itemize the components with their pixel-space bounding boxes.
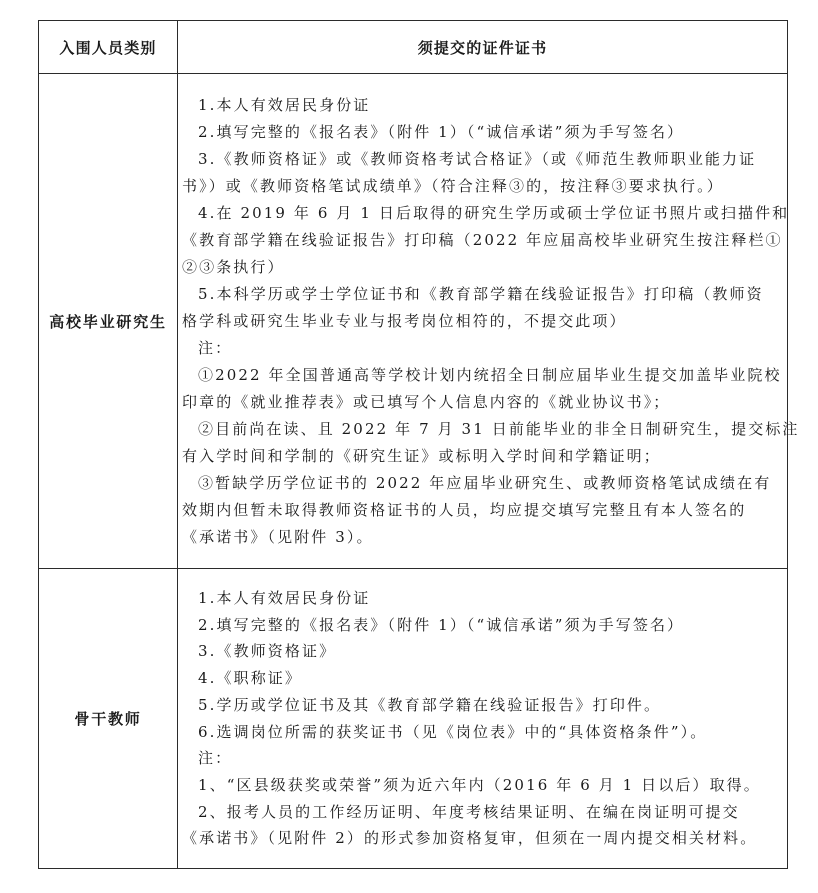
requirement-item bbox=[182, 665, 787, 692]
requirement-item bbox=[182, 745, 787, 772]
table-row bbox=[39, 74, 788, 569]
requirement-item bbox=[182, 416, 800, 470]
header-category: 入围人员类别 bbox=[39, 21, 178, 74]
requirement-item bbox=[182, 146, 787, 200]
requirement-line: 书》）或《教师资格笔试成绩单》（符合注释③的，按注释③要求执行。） bbox=[182, 176, 724, 195]
requirement-line: 格学科或研究生毕业专业与报考岗位相符的，不提交此项） bbox=[182, 311, 627, 330]
requirement-line: 1.本人有效居民身份证 bbox=[198, 95, 371, 114]
requirement-line: 2、报考人员的工作经历证明、年度考核结果证明、在编在岗证明可提交 bbox=[198, 802, 740, 821]
requirement-item bbox=[182, 362, 787, 416]
requirement-line: 有入学时间和学制的《研究生证》或标明入学时间和学籍证明； bbox=[182, 446, 661, 465]
requirement-line: 《承诺书》（见附件 2）的形式参加资格复审，但须在一周内提交相关材料。 bbox=[182, 829, 758, 848]
requirement-line: 6.选调岗位所需的获奖证书（见《岗位表》中的“具体资格条件”）。 bbox=[198, 722, 708, 741]
requirement-line: 《承诺书》（见附件 3）。 bbox=[182, 527, 374, 546]
requirement-line: 《教育部学籍在线验证报告》打印稿（2022 年应届高校毕业研究生按注释栏① bbox=[182, 230, 783, 249]
table-row bbox=[39, 569, 788, 869]
requirement-line: 5.本科学历或学士学位证书和《教育部学籍在线验证报告》打印稿（教师资 bbox=[198, 284, 764, 303]
requirement-item bbox=[182, 92, 787, 119]
requirement-line: ②③条执行） bbox=[182, 257, 285, 276]
requirement-item bbox=[182, 585, 787, 612]
requirement-line: ①2022 年全国普通高等学校计划内统招全日制应届毕业生提交加盖毕业院校 bbox=[198, 365, 782, 384]
requirement-line: 1、“区县级获奖或荣誉”须为近六年内（2016 年 6 月 1 日以后）取得。 bbox=[198, 775, 761, 794]
requirement-line: 注： bbox=[198, 338, 233, 357]
requirement-line: 印章的《就业推荐表》或已填写个人信息内容的《就业协议书》； bbox=[182, 392, 671, 411]
category-label: 高校毕业研究生 bbox=[49, 312, 167, 331]
requirement-line: 1.本人有效居民身份证 bbox=[198, 589, 371, 608]
requirement-item bbox=[182, 799, 787, 852]
requirement-item bbox=[182, 719, 787, 746]
header-documents: 须提交的证件证书 bbox=[178, 21, 788, 74]
requirement-line: 4.《职称证》 bbox=[198, 669, 303, 688]
requirement-line: 2.填写完整的《报名表》（附件 1）（“诚信承诺”须为手写签名） bbox=[198, 615, 685, 634]
requirement-item bbox=[182, 638, 787, 665]
requirement-line: 2.填写完整的《报名表》（附件 1）（“诚信承诺”须为手写签名） bbox=[198, 122, 685, 141]
documents-cell bbox=[178, 569, 788, 869]
requirement-line: ②目前尚在读、且 2022 年 7 月 31 日前能毕业的非全日制研究生，提交标注 bbox=[198, 419, 800, 438]
requirement-line: 3.《教师资格证》或《教师资格考试合格证》（或《师范生教师职业能力证 bbox=[198, 149, 757, 168]
requirement-line: 4.在 2019 年 6 月 1 日后取得的研究生学历或硕士学位证书照片或扫描件和 bbox=[198, 203, 790, 222]
category-cell bbox=[39, 74, 178, 569]
requirement-line: 3.《教师资格证》 bbox=[198, 642, 337, 661]
requirement-item bbox=[182, 470, 787, 551]
requirement-line: ③暂缺学历学位证书的 2022 年应届毕业研究生、或教师资格笔试成绩在有 bbox=[198, 473, 772, 492]
requirement-line: 效期内但暂未取得教师资格证书的人员，均应提交填写完整且有本人签名的 bbox=[182, 500, 747, 519]
table-body bbox=[39, 74, 800, 869]
documents-cell bbox=[178, 74, 800, 569]
requirement-item bbox=[182, 772, 787, 799]
requirement-item bbox=[182, 335, 787, 362]
requirements-table bbox=[38, 20, 800, 869]
category-cell bbox=[39, 569, 178, 869]
requirement-item bbox=[182, 200, 790, 281]
category-label: 骨干教师 bbox=[74, 710, 142, 728]
requirement-item bbox=[182, 281, 787, 335]
requirement-line: 5.学历或学位证书及其《教育部学籍在线验证报告》打印件。 bbox=[198, 695, 662, 714]
requirement-item bbox=[182, 119, 787, 146]
table-header-row bbox=[39, 21, 788, 74]
requirement-item bbox=[182, 612, 787, 639]
requirement-line: 注： bbox=[198, 749, 233, 768]
requirement-item bbox=[182, 692, 787, 719]
